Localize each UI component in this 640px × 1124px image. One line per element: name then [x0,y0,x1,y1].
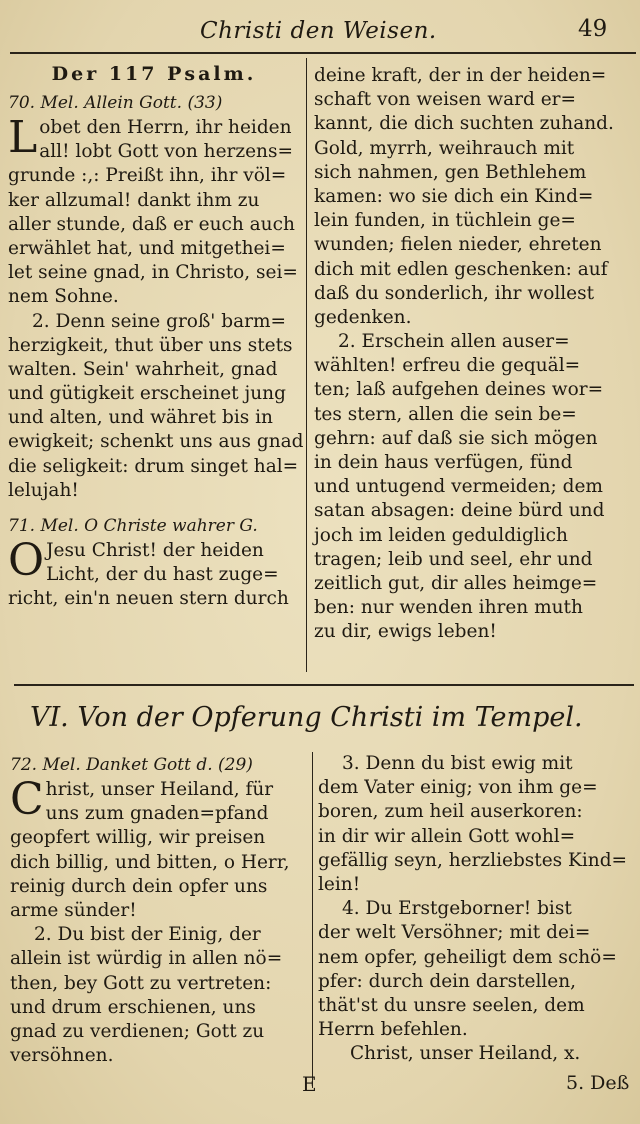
verse-line: ten; laß aufgehen deines wor= [314,379,604,401]
verse-line: versöhnen. [10,1045,114,1067]
hymn-72-verse-1 [10,774,306,923]
verse-line: lein funden, in tüchlein ge= [314,210,576,232]
verse-line: dich mit edlen geschenken: auf [314,258,608,280]
verse-line: hrist, unser Heiland, für [45,779,274,800]
verse-line: und drum erschienen, uns [10,996,256,1018]
hymn-70-melody: 70. Mel. Allein Gott. (33) [8,93,223,113]
verse-line: pfer: durch dein darstellen, [318,970,577,992]
verse-line: erwählet hat, und mitgethei= [8,237,286,259]
right-column-bottom [318,752,628,1066]
left-column-top [8,58,304,612]
verse-line: boren, zum heil auserkoren: [318,801,583,823]
hymn-71-verse-1 [8,535,300,612]
hymn-72-melody: 72. Mel. Danket Gott d. (29) [10,755,253,775]
left-column-bottom [10,752,306,1068]
verse-line: gefällig seyn, herzliebstes Kind= [318,849,628,871]
verse-line: in dir wir allein Gott wohl= [318,825,576,847]
running-header [0,14,640,50]
verse-line: ker allzumal! dankt ihm zu [8,189,260,211]
verse-line: nem opfer, geheiligt dem schö= [318,946,617,968]
verse-line: obet den Herrn, ihr heiden [39,117,292,138]
verse-line: grunde :,: Preißt ihn, ihr völ= [8,165,287,187]
verse-line: tes stern, allen die sein be= [314,403,577,425]
verse-line: die seligkeit: drum singet hal= [8,455,299,477]
verse-line: Licht, der du hast zuge= [46,564,279,586]
verse-line: uns zum gnaden=pfand [45,803,269,825]
running-title: Christi den Weisen. [200,18,437,44]
verse-line: zeitlich gut, dir alles heimge= [314,572,598,594]
verse-line: dem Vater einig; von ihm ge= [318,777,598,799]
verse-line: reinig durch dein opfer uns [10,875,268,897]
verse-line: schaft von weisen ward er= [314,89,577,111]
verse-line: und alten, und währet bis in [8,407,273,429]
verse-line: gedenken. [314,306,412,328]
verse-line: let seine gnad, in Christo, sei= [8,262,298,284]
verse-line: Jesu Christ! der heiden [46,540,264,561]
section-title: VI. Von der Opferung Christi im Tempel. [30,702,583,733]
verse-line: ewigkeit; schenkt uns aus gnad [8,431,304,453]
verse-line: kannt, die dich suchten zuhand. [314,113,614,135]
verse-line: allein ist würdig in allen nö= [10,948,283,970]
verse-line: gehrn: auf daß sie sich mögen [314,427,598,449]
verse-line: wählten! erfreu die gequäl= [314,355,581,377]
verse-line: gnad zu verdienen; Gott zu [10,1020,265,1042]
verse-line: 4. Du Erstgeborner! bist [342,898,572,920]
verse-line: kamen: wo sie dich ein Kind= [314,185,594,207]
verse-line: all! lobt Gott von herzens= [39,141,293,163]
psalm-heading: Der 117 Psalm. [51,63,257,85]
hymn-70-verse-2 [8,310,304,504]
verse-line: Gold, myrrh, weihrauch mit [314,137,575,159]
verse-line: und gütigkeit erscheinet jung [8,383,286,405]
verse-line: in dein haus verfügen, fünd [314,452,573,473]
verse-line: daß du sonderlich, ihr wollest [314,282,595,304]
hymn-71-dropcap: O [8,535,45,586]
page-number: 49 [578,16,608,42]
verse-line: ben: nur wenden ihren muth [314,597,583,619]
verse-line: 3. Denn du bist ewig mit [342,753,573,774]
right-column-top [314,64,612,645]
refrain-line: Christ, unser Heiland, x. [350,1043,581,1065]
verse-line: Herrn befehlen. [318,1019,468,1041]
column-divider-bottom [312,752,313,1088]
verse-line: zu dir, ewigs leben! [314,621,497,643]
verse-line: herzigkeit, thut über uns stets [8,334,293,356]
catchword: 5. Deß [566,1072,630,1094]
verse-line: sich nahmen, gen Bethlehem [314,161,587,183]
header-rule [10,52,636,54]
verse-line: dich billig, und bitten, o Herr, [10,851,290,873]
signature-mark: E [302,1072,317,1096]
verse-line: der welt Versöhner; mit dei= [318,922,591,944]
verse-line: then, bey Gott zu vertreten: [10,972,272,994]
verse-line: 2. Du bist der Einig, der [34,924,261,946]
verse-line: joch im leiden geduldiglich [314,524,568,546]
hymn-70-dropcap: L [8,112,38,163]
verse-line: thät'st du unsre seelen, dem [318,994,585,1016]
hymn-72-dropcap: C [10,774,44,825]
verse-line: geopfert willig, wir preisen [10,827,266,849]
verse-line: nem Sohne. [8,286,119,308]
verse-line: 2. Denn seine groß' barm= [32,310,287,332]
hymn-70-verse-1 [8,112,300,310]
verse-line: 2. Erschein allen auser= [338,331,570,353]
column-divider-top [306,58,307,672]
verse-line: tragen; leib und seel, ehr und [314,548,593,570]
verse-line: walten. Sein' wahrheit, gnad [8,358,278,380]
verse-line: lein! [318,873,361,895]
verse-line: deine kraft, der in der heiden= [314,65,607,86]
verse-line: arme sünder! [10,899,137,921]
verse-line: satan absagen: deine bürd und [314,500,605,522]
verse-line: richt, ein'n neuen stern durch [8,588,289,610]
verse-line: aller stunde, daß er euch auch [8,213,295,235]
hymn-71-melody: 71. Mel. O Christe wahrer G. [8,516,258,536]
verse-line: und untugend vermeiden; dem [314,476,603,498]
verse-line: lelujah! [8,479,79,501]
verse-line: wunden; fielen nieder, ehreten [314,234,602,256]
section-rule [14,684,634,686]
